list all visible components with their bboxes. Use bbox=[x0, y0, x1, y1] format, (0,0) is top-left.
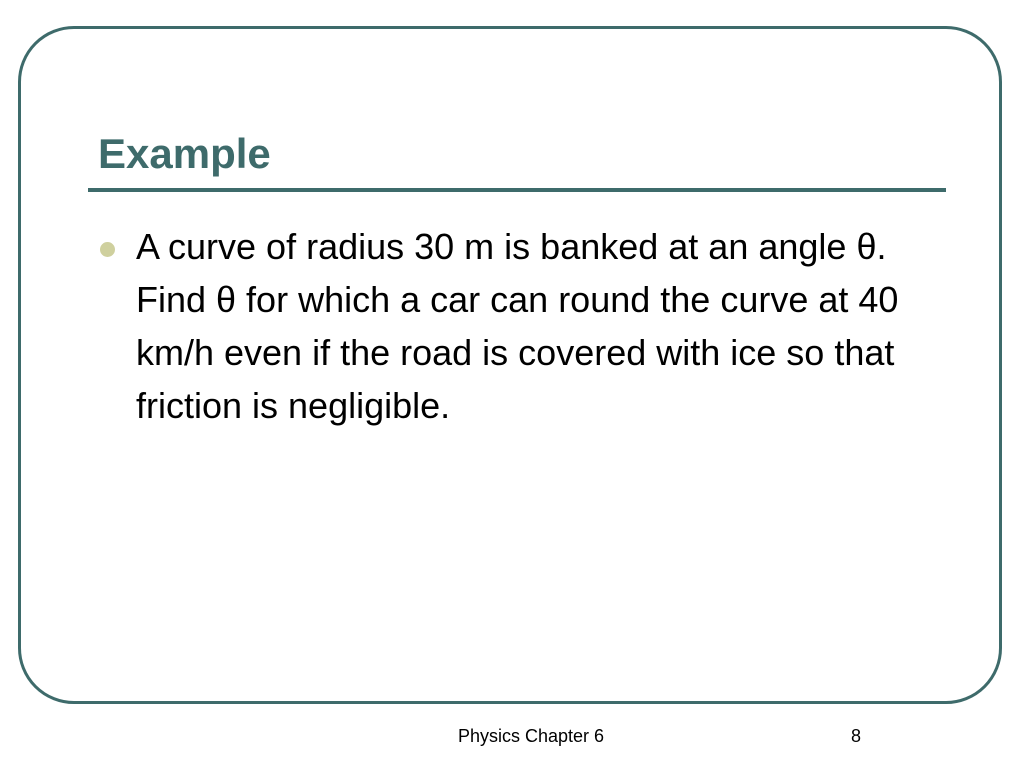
slide-title: Example bbox=[98, 130, 271, 177]
bullet-text: A curve of radius 30 m is banked at an angle θ. Find θ for which a car can round the curve at 40 km/h even if the road is covered with ice so that friction is negligible. bbox=[136, 226, 899, 426]
bullet-list bbox=[98, 220, 948, 432]
bullet-item bbox=[98, 220, 948, 432]
bullet-dot-icon bbox=[100, 242, 115, 257]
title-divider bbox=[88, 188, 946, 192]
footer-label: Physics Chapter 6 bbox=[458, 726, 605, 746]
page-number: 8 bbox=[851, 726, 862, 746]
